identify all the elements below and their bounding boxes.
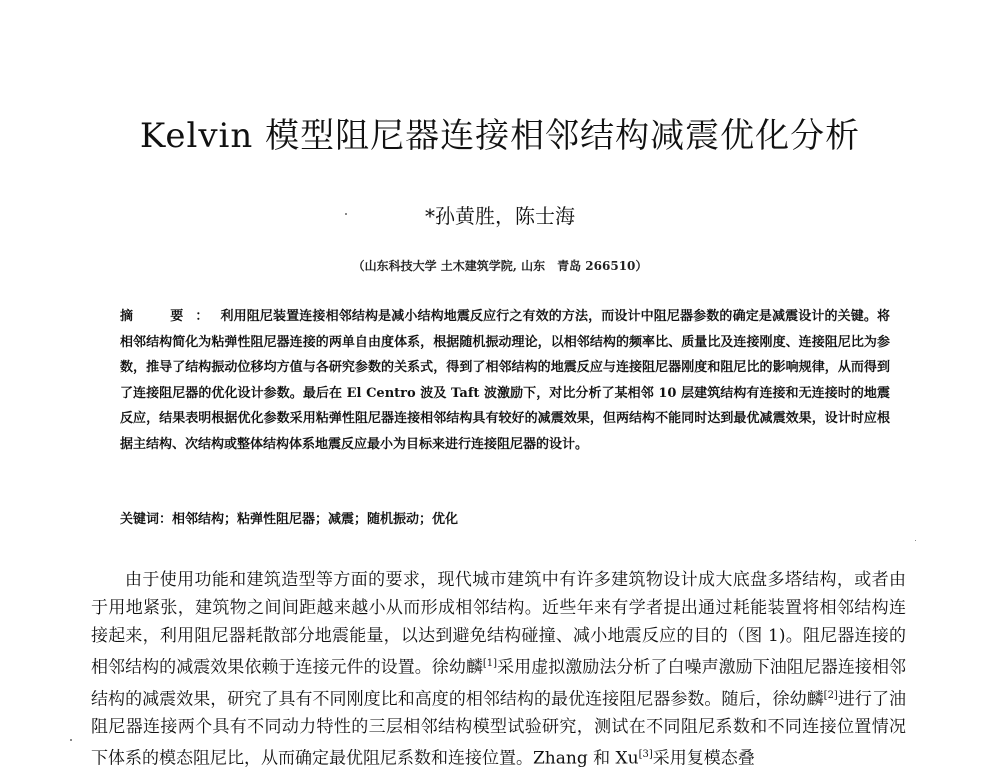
body-text-3: 进行了油阻尼器连接两个具有不同动力特性的三层相邻结构模型试验研究，测试在不同阻尼系数和不同连接位置情况下体系的模态阻尼比，从而确定最优阻尼系数和连接位置。Zhang 和 Xu (91, 689, 906, 769)
scan-speck (70, 739, 72, 741)
body-text-2: 采用虚拟激励法分析了白噪声激励下油阻尼器连接相邻结构的减震效果，研究了具有不同刚度比和高度的相邻结构的最优连接阻尼器参数。随后，徐幼麟 (91, 657, 907, 710)
author-list: *孙黄胜，陈士海 (425, 204, 575, 228)
citation-ref-1: [1] (482, 658, 498, 669)
body-text-1: 由于使用功能和建筑造型等方面的要求，现代城市建筑中有许多建筑物设计成大底盘多塔结构，或者由于用地紧张，建筑物之间间距越来越小从而形成相邻结构。近些年来有学者提出通过耗能装置将相邻结构连接起来，利用阻尼器耗散部分地震能量，以达到避免结构碰撞、减小地震反应的目的（图 1)。阻尼器连接的相邻结构的减震效果依赖于连接元件的设置。徐幼麟 (91, 570, 906, 678)
citation-ref-3: [3] (638, 749, 653, 761)
abstract (120, 304, 890, 458)
affiliation: （山东科技大学 土木建筑学院, 山东 青岛 266510） (352, 259, 648, 273)
scan-speck (345, 213, 347, 215)
abstract-label: 摘 要： (120, 309, 221, 324)
scan-speck (915, 540, 916, 541)
body-paragraph (91, 566, 906, 773)
keywords-label: 关键词： (120, 512, 173, 527)
paper-title: Kelvin 模型阻尼器连接相邻结构减震优化分析 (139, 116, 861, 156)
body-text-4: 采用复模态叠 (652, 748, 755, 769)
keywords (120, 508, 890, 527)
abstract-text: 利用阻尼装置连接相邻结构是减小结构地震反应行之有效的方法，而设计中阻尼器参数的确定是减震设计的关键。将相邻结构简化为粘弹性阻尼器连接的两单自由度体系，根据随机振动理论，以相邻结构的频率比、质量比及连接刚度、连接阻尼比为参数，推导了结构振动位移均方值与各研究参数的关系式，得到了相邻结构的地震反应与连接阻尼器刚度和阻尼比的影响规律，从而得到了连接阻尼器的优化设计参数。最后在 El Centro 波及 Taft 波激励下，对比分析了某相邻 10 层建筑结构有连接和无连接时的地震反应，结果表明根据优化参数采用粘弹性阻尼器连接相邻结构具有较好的减震效果，但两结构不能同时达到最优减震效果，设计时应根据主结构、次结构或整体结构体系地震反应最小为目标来进行连接阻尼器的设计。 (120, 309, 890, 452)
keywords-text: 相邻结构；粘弹性阻尼器；减震；随机振动；优化 (172, 512, 459, 527)
citation-ref-2: [2] (823, 689, 838, 701)
